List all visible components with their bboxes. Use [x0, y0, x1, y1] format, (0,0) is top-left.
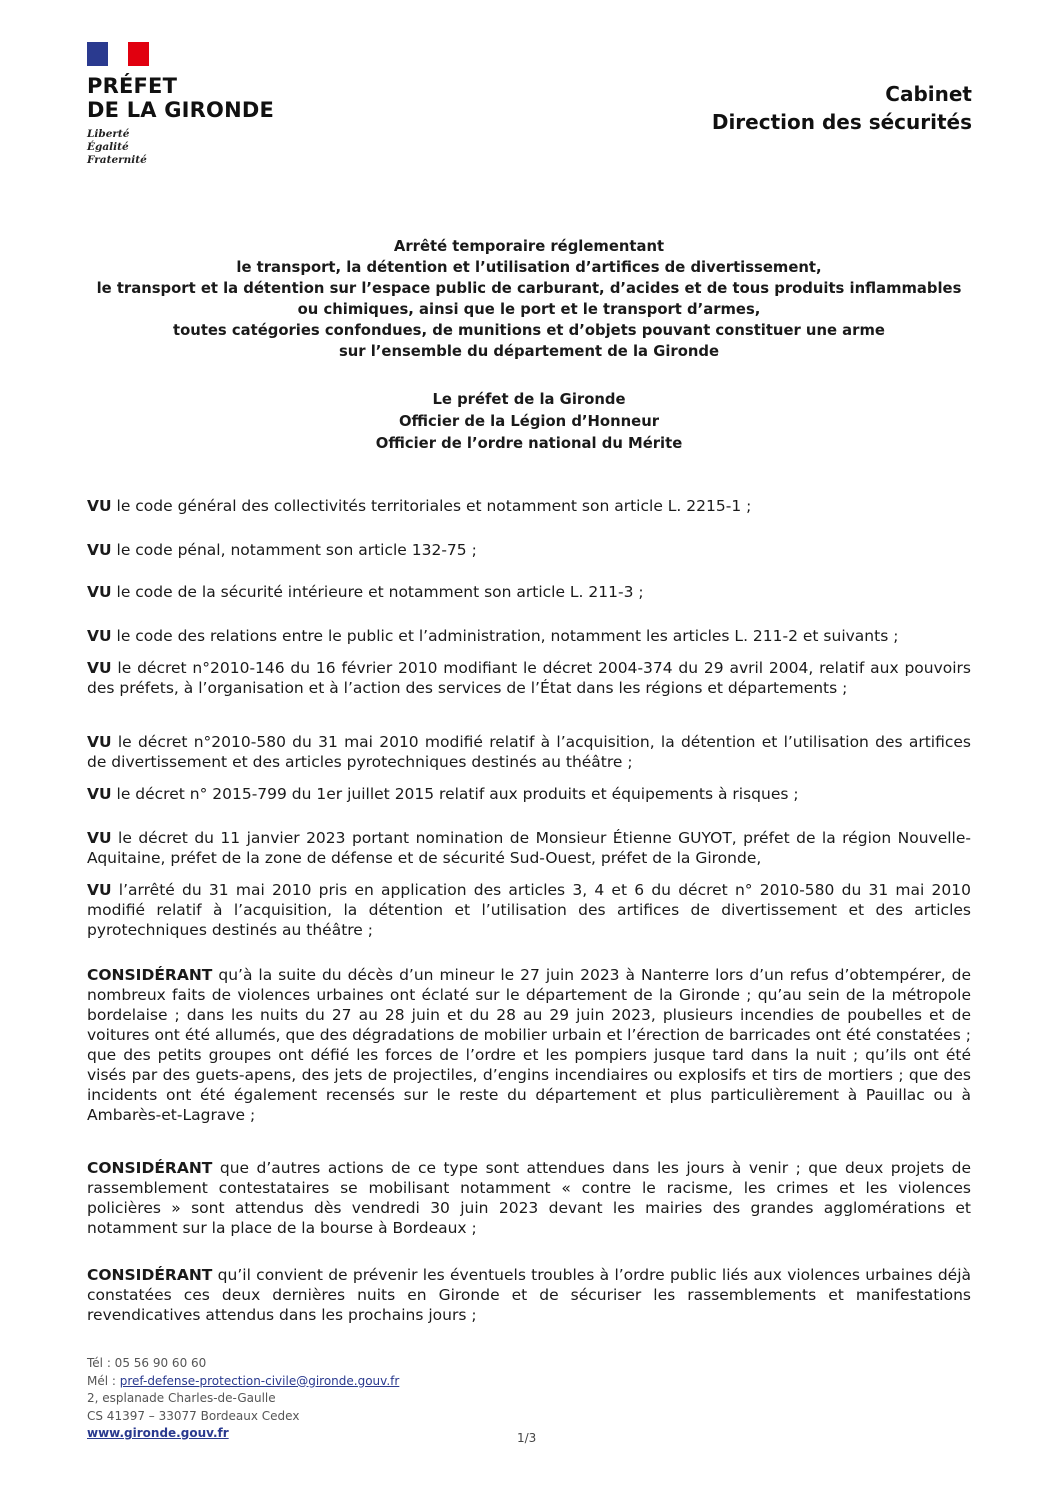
vu-paragraph [87, 732, 971, 772]
paragraph-lead: VU [87, 733, 112, 751]
vu-paragraph [87, 880, 971, 940]
paragraph-lead: VU [87, 627, 112, 645]
vu-paragraph [87, 540, 971, 560]
paragraph-lead: CONSIDÉRANT [87, 966, 213, 984]
title-line: toutes catégories confondues, de munitions et d’objets pouvant constituer une arme [173, 322, 885, 339]
prefecture-logo [87, 42, 274, 167]
signatory-line: Officier de la Légion d’Honneur [398, 413, 660, 430]
logo-line-1: PRÉFET [87, 74, 178, 98]
footer-mail-link[interactable]: pref-defense-protection-civile@gironde.gouv.fr [119, 1373, 400, 1388]
vu-paragraph [87, 582, 971, 602]
title-line: le transport, la détention et l’utilisation d’artifices de divertissement, [236, 259, 822, 276]
paragraph-text: le code pénal, notamment son article 132-75 ; [111, 541, 477, 559]
title-line: le transport et la détention sur l’espace public de carburant, d’acides et de tous produits inflammables [96, 280, 962, 297]
paragraph-lead: VU [87, 583, 112, 601]
republic-motto [87, 128, 274, 167]
vu-paragraph [87, 784, 971, 804]
paragraph-text: le code général des collectivités territoriales et notamment son article L. 2215-1 ; [111, 497, 752, 515]
considerant-paragraph [87, 965, 971, 1125]
footer-mail-label: Mél : [87, 1373, 120, 1388]
title-line: sur l’ensemble du département de la Gironde [338, 343, 720, 360]
service-direction: Direction des sécurités [711, 110, 972, 134]
paragraph-text: le décret n° 2015-799 du 1er juillet 2015 relatif aux produits et équipements à risques ; [111, 785, 799, 803]
vu-paragraph [87, 626, 971, 646]
paragraph-text: l’arrêté du 31 mai 2010 pris en application des articles 3, 4 et 6 du décret n° 2010-580 du 31 mai 2010 modifié relatif à l’acquisition, la détention et l’utilisation des artifices de divertissement et des articles pyrotechniques destinés au théâtre ; [87, 881, 971, 939]
paragraph-text: le décret du 11 janvier 2023 portant nomination de Monsieur Étienne GUYOT, préfet de la région Nouvelle-Aquitaine, préfet de la zone de défense et de sécurité Sud-Ouest, préfet de la Gironde, [87, 829, 971, 867]
paragraph-lead: VU [87, 497, 112, 515]
paragraph-lead: VU [87, 659, 112, 677]
paragraph-lead: CONSIDÉRANT [87, 1266, 213, 1284]
paragraph-text: le décret n°2010-580 du 31 mai 2010 modifié relatif à l’acquisition, la détention et l’utilisation des artifices de divertissement et des articles pyrotechniques destinés au théâtre ; [87, 733, 971, 771]
paragraph-text: qu’à la suite du décès d’un mineur le 27 juin 2023 à Nanterre lors d’un refus d’obtempérer, de nombreux faits de violences urbaines ont éclaté sur le département de la Gironde ; qu’au sein de la métropole bordelaise ; dans les nuits du 27 au 28 juin et du 28 au 29 juin 2023, plusieurs incendies de poubelles et de voitures ont été allumés, que des dégradations de mobilier urbain et l’érection de barricades ont été constatées ; que des petits groupes ont défié les forces de l’ordre et les pompiers jusque tard dans la nuit ; qu’ils ont été visés par des guets-apens, des jets de projectiles, d’engins incendiaires ou explosifs et tirs de mortiers ; que des incidents ont été également recensés sur le reste du département et plus particulièrement à Pauillac ou à Ambarès-et-Lagrave ; [87, 966, 971, 1124]
contact-footer [87, 1355, 399, 1443]
title-line: ou chimiques, ainsi que le port et le transport d’armes, [297, 301, 761, 318]
considerant-paragraph [87, 1265, 971, 1325]
signatory-line: Le préfet de la Gironde [432, 391, 626, 408]
marianne-flag-icon [87, 42, 149, 66]
service-header [712, 80, 972, 136]
motto-liberte: Liberté [87, 128, 130, 140]
paragraph-lead: CONSIDÉRANT [87, 1159, 213, 1177]
considerant-paragraph [87, 1158, 971, 1238]
footer-mail-row [87, 1373, 399, 1391]
page-number: 1/3 [517, 1431, 537, 1445]
paragraph-text: qu’il convient de prévenir les éventuels troubles à l’ordre public liés aux violences urbaines déjà constatées ces deux dernières nuits en Gironde et de sécuriser les rassemblements et manifestations revendicatives attendus dans les prochains jours ; [87, 1266, 971, 1324]
signatory-line: Officier de l’ordre national du Mérite [375, 435, 683, 452]
paragraph-lead: VU [87, 881, 112, 899]
paragraph-lead: VU [87, 829, 112, 847]
paragraph-text: le décret n°2010-146 du 16 février 2010 modifiant le décret 2004-374 du 29 avril 2004, relatif aux pouvoirs des préfets, à l’organisation et à l’action des services de l’État dans les régions et départements ; [87, 659, 971, 697]
title-line: Arrêté temporaire réglementant [393, 238, 665, 255]
footer-website-link[interactable]: www.gironde.gouv.fr [87, 1426, 229, 1440]
service-cabinet: Cabinet [885, 82, 972, 106]
paragraph-text: le code des relations entre le public et l’administration, notamment les articles L. 211-2 et suivants ; [111, 627, 899, 645]
paragraph-text: le code de la sécurité intérieure et notamment son article L. 211-3 ; [111, 583, 644, 601]
paragraph-text: que d’autres actions de ce type sont attendues dans les jours à venir ; que deux projets de rassemblement contestataires se mobilisant notamment « contre le racisme, les crimes et les violences policières » sont attendus dès vendredi 30 juin 2023 devant les mairies des grandes agglomérations et notamment sur la place de la bourse à Bordeaux ; [87, 1159, 971, 1237]
footer-address-1: 2, esplanade Charles-de-Gaulle [87, 1391, 276, 1405]
vu-paragraph [87, 496, 971, 516]
vu-paragraph [87, 658, 971, 698]
paragraph-lead: VU [87, 541, 112, 559]
logo-line-2: DE LA GIRONDE [87, 98, 275, 122]
paragraph-lead: VU [87, 785, 112, 803]
vu-paragraph [87, 828, 971, 868]
signatory-block [80, 389, 978, 455]
motto-fraternite: Fraternité [87, 154, 147, 166]
footer-phone: Tél : 05 56 90 60 60 [87, 1356, 207, 1370]
logo-title [87, 74, 274, 122]
motto-egalite: Égalité [87, 141, 129, 153]
decree-title [80, 236, 978, 362]
footer-address-2: CS 41397 – 33077 Bordeaux Cedex [87, 1408, 300, 1423]
